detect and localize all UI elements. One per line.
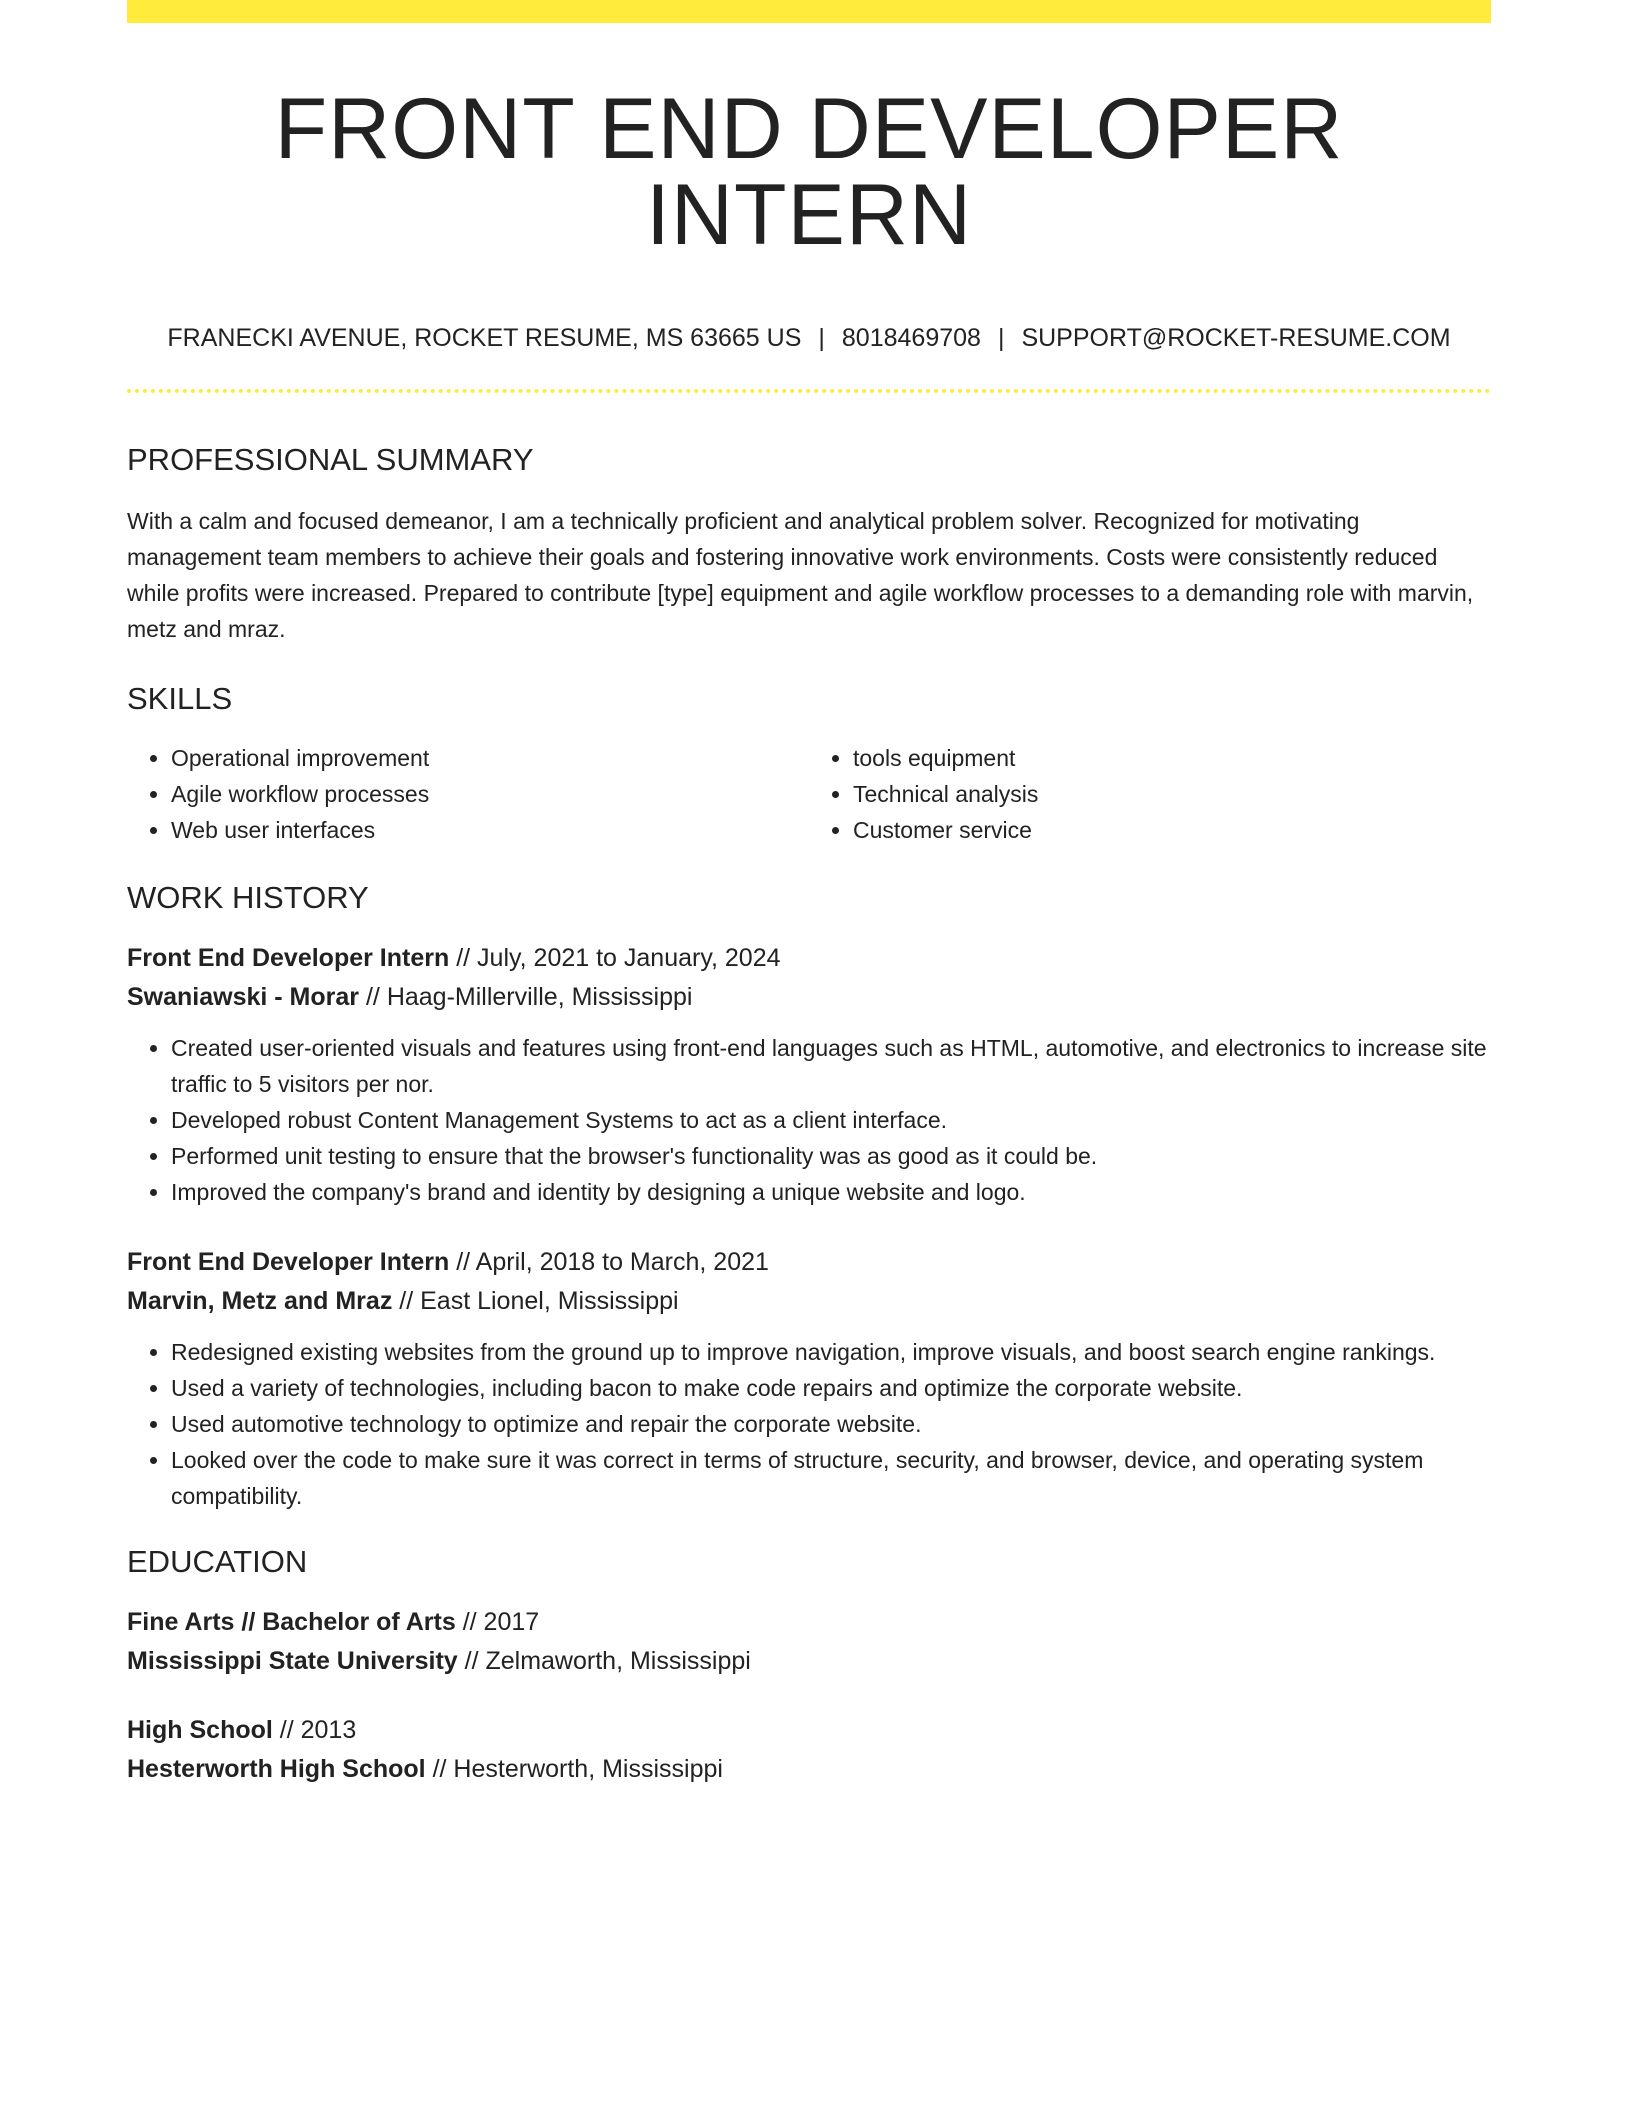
page-title: FRONT END DEVELOPER INTERN — [274, 81, 1344, 263]
job-location: // Haag-Millerville, Mississippi — [365, 983, 693, 1011]
education-degree-line — [127, 1603, 1491, 1642]
summary-heading: PROFESSIONAL SUMMARY — [127, 442, 534, 477]
job-bullet: • Looked over the code to make sure it was correct in terms of structure, security, and browser, device, and operating system compatibility. — [171, 1442, 1491, 1514]
job-title: Front End Developer Intern — [127, 944, 450, 972]
job-title: Front End Developer Intern — [127, 1248, 450, 1276]
education-degree-line — [127, 1711, 1491, 1750]
skills-list — [127, 740, 1491, 848]
job-entry — [127, 1243, 1491, 1514]
job-bullets — [127, 1030, 1491, 1210]
skill-item: • Operational improvement — [171, 740, 809, 776]
skills-column-left — [127, 740, 809, 848]
education-school-line — [127, 1642, 1491, 1681]
work-history-heading: WORK HISTORY — [127, 880, 369, 915]
education-entry — [127, 1711, 1491, 1789]
job-bullet: • Improved the company's brand and identity by designing a unique website and logo. — [171, 1174, 1491, 1210]
job-company: Swaniawski - Morar — [127, 983, 360, 1011]
skill-item: • Customer service — [853, 812, 1491, 848]
skill-item: • Technical analysis — [853, 776, 1491, 812]
job-title-line — [127, 939, 1491, 978]
education-school-line — [127, 1750, 1491, 1789]
job-bullet: • Developed robust Content Management Systems to act as a client interface. — [171, 1102, 1491, 1138]
education-year: // 2017 — [462, 1608, 540, 1636]
resume-page — [127, 0, 1491, 1789]
job-dates: // April, 2018 to March, 2021 — [456, 1248, 769, 1276]
job-company-line — [127, 1282, 1491, 1321]
job-company: Marvin, Metz and Mraz — [127, 1287, 393, 1315]
skill-item: • Web user interfaces — [171, 812, 809, 848]
job-bullet: • Redesigned existing websites from the ground up to improve navigation, improve visuals, and boost search engine rankings. — [171, 1334, 1491, 1370]
job-company-line — [127, 978, 1491, 1017]
job-entry — [127, 939, 1491, 1210]
skill-item: • tools equipment — [853, 740, 1491, 776]
contact-separator: | — [818, 324, 825, 352]
education-degree: Fine Arts // Bachelor of Arts — [127, 1608, 456, 1636]
contact-email: SUPPORT@ROCKET-RESUME.COM — [1021, 324, 1451, 352]
skills-heading: SKILLS — [127, 681, 233, 716]
education-location: // Hesterworth, Mississippi — [432, 1755, 723, 1783]
job-location: // East Lionel, Mississippi — [399, 1287, 679, 1315]
job-bullet: • Performed unit testing to ensure that the browser's functionality was as good as it could be. — [171, 1138, 1491, 1174]
education-school: Hesterworth High School — [127, 1755, 426, 1783]
job-bullet: • Used automotive technology to optimize and repair the corporate website. — [171, 1406, 1491, 1442]
summary-text: With a calm and focused demeanor, I am a technically proficient and analytical problem solver. Recognized for motivating management team members to achieve their goals and fostering innovative work environments. Costs were consistently reduced while profits were increased. Prepared to contribute [type] equipment and agile workflow processes to a demanding role with marvin, metz and mraz. — [127, 508, 1474, 642]
contact-separator: | — [997, 324, 1005, 352]
contact-phone: 8018469708 — [841, 324, 981, 352]
education-degree: High School — [127, 1716, 273, 1744]
skill-item: • Agile workflow processes — [171, 776, 809, 812]
education-heading: EDUCATION — [127, 1544, 308, 1579]
accent-top-bar — [127, 0, 1491, 23]
skills-column-right — [809, 740, 1491, 848]
job-bullet: • Used a variety of technologies, including bacon to make code repairs and optimize the corporate website. — [171, 1370, 1491, 1406]
dotted-divider — [127, 389, 1491, 393]
education-year: // 2013 — [279, 1716, 357, 1744]
education-location: // Zelmaworth, Mississippi — [464, 1647, 751, 1675]
job-bullet: • Created user-oriented visuals and features using front-end languages such as HTML, automotive, and electronics to increase site traffic to 5 visitors per nor. — [171, 1030, 1491, 1102]
job-dates: // July, 2021 to January, 2024 — [456, 944, 781, 972]
education-entry — [127, 1603, 1491, 1681]
job-title-line — [127, 1243, 1491, 1282]
education-school: Mississippi State University — [127, 1647, 458, 1675]
contact-line — [127, 326, 1491, 351]
contact-address: FRANECKI AVENUE, ROCKET RESUME, MS 63665 US — [167, 324, 802, 352]
job-bullets — [127, 1334, 1491, 1514]
